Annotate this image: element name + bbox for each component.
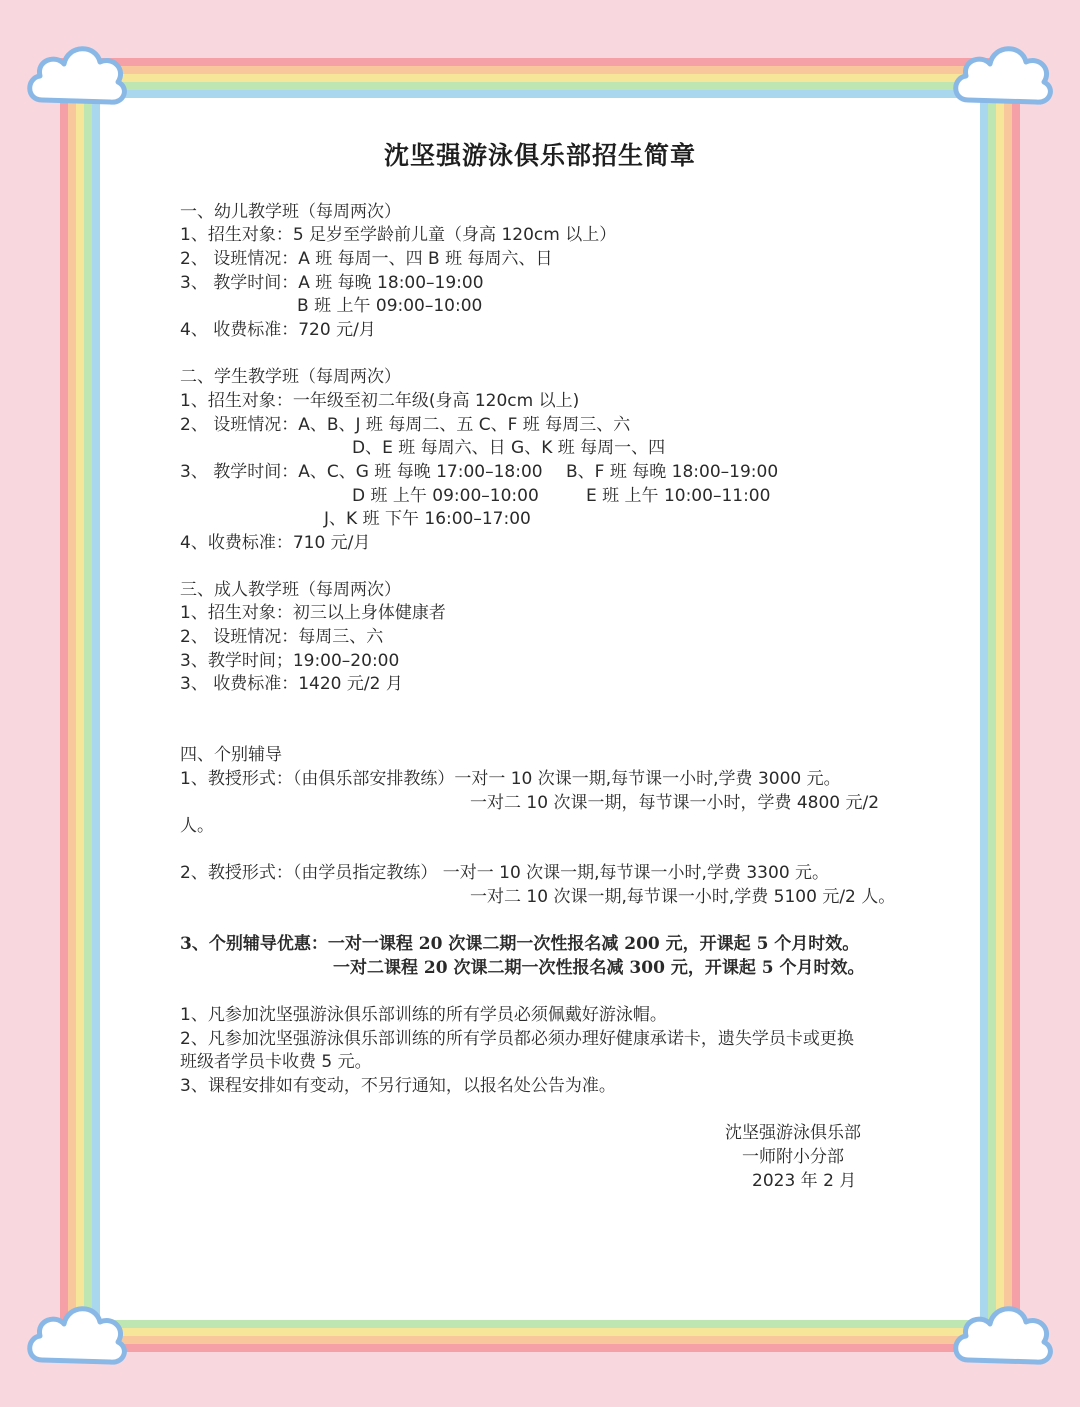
section2-time-jk: J、K 班 下午 16:00–17:00	[324, 509, 531, 529]
section1-target: 1、招生对象：5 足岁至学龄前儿童（身高 120cm 以上）	[180, 225, 617, 245]
cloud-top-left-icon	[22, 36, 132, 112]
note-1: 1、凡参加沈坚强游泳俱乐部训练的所有学员必须佩戴好游泳帽。	[180, 1005, 667, 1025]
signature-org: 沈坚强游泳俱乐部	[725, 1123, 861, 1143]
section1-time-b: B 班 上午 09:00–10:00	[297, 296, 483, 316]
section4-offer: 3、个别辅导优惠：一对一课程 20 次课二期一次性报名减 200 元，开课起 5 个月时效。	[180, 934, 860, 954]
section2-time-d: D 班 上午 09:00–10:00	[352, 486, 539, 506]
cloud-bottom-left-icon	[22, 1296, 132, 1372]
section2-classes-2: D、E 班 每周六、日 G、K 班 每周一、四	[352, 438, 666, 458]
section4-form2: 2、教授形式：（由学员指定教练） 一对一 10 次课一期,每节课一小时,学费 3300 元。	[180, 863, 830, 883]
note-2: 2、凡参加沈坚强游泳俱乐部训练的所有学员都必须办理好健康承诺卡，遗失学员卡或更换	[180, 1029, 854, 1049]
signature-branch: 一师附小分部	[742, 1147, 844, 1167]
section2-target: 1、招生对象：一年级至初二年级(身高 120cm 以上)	[180, 391, 580, 411]
note-3: 3、课程安排如有变动，不另行通知，以报名处公告为准。	[180, 1076, 616, 1096]
cloud-top-right-icon	[948, 36, 1058, 112]
section4-form1-b: 一对二 10 次课一期，每节课一小时，学费 4800 元/2	[470, 793, 880, 813]
section4-form1: 1、教授形式：（由俱乐部安排教练）一对一 10 次课一期,每节课一小时,学费 3000 元。	[180, 769, 841, 789]
section4-form2-b: 一对二 10 次课一期,每节课一小时,学费 5100 元/2 人。	[470, 887, 896, 907]
section4-heading: 四、个别辅导	[180, 745, 282, 765]
section2-heading: 二、学生教学班（每周两次）	[180, 367, 401, 387]
section1-classes: 2、 设班情况：A 班 每周一、四 B 班 每周六、日	[180, 249, 553, 269]
note-2-b: 班级者学员卡收费 5 元。	[180, 1052, 372, 1072]
section2-time-bf: B、F 班 每晚 18:00–19:00	[566, 462, 779, 482]
section3-classes: 2、 设班情况：每周三、六	[180, 627, 384, 647]
page-title: 沈坚强游泳俱乐部招生简章	[383, 141, 696, 170]
section4-form1-c: 人。	[180, 816, 214, 836]
section4-offer-2: 一对二课程 20 次课二期一次性报名减 300 元，开课起 5 个月时效。	[333, 958, 865, 978]
section1-heading: 一、幼儿教学班（每周两次）	[180, 202, 401, 222]
cloud-bottom-right-icon	[948, 1296, 1058, 1372]
section3-target: 1、招生对象：初三以上身体健康者	[180, 603, 446, 623]
section1-time: 3、 教学时间：A 班 每晚 18:00–19:00	[180, 273, 484, 293]
section2-fee: 4、收费标准：710 元/月	[180, 533, 371, 553]
section1-fee: 4、 收费标准：720 元/月	[180, 320, 376, 340]
section3-fee: 3、 收费标准：1420 元/2 月	[180, 674, 403, 694]
section3-time: 3、教学时间；19:00–20:00	[180, 651, 400, 671]
section2-time: 3、 教学时间：A、C、G 班 每晚 17:00–18:00	[180, 462, 543, 482]
section3-heading: 三、成人教学班（每周两次）	[180, 580, 401, 600]
signature-date: 2023 年 2 月	[752, 1171, 857, 1191]
section2-classes: 2、 设班情况：A、B、J 班 每周二、五 C、F 班 每周三、六	[180, 415, 631, 435]
section2-time-e: E 班 上午 10:00–11:00	[586, 486, 771, 506]
